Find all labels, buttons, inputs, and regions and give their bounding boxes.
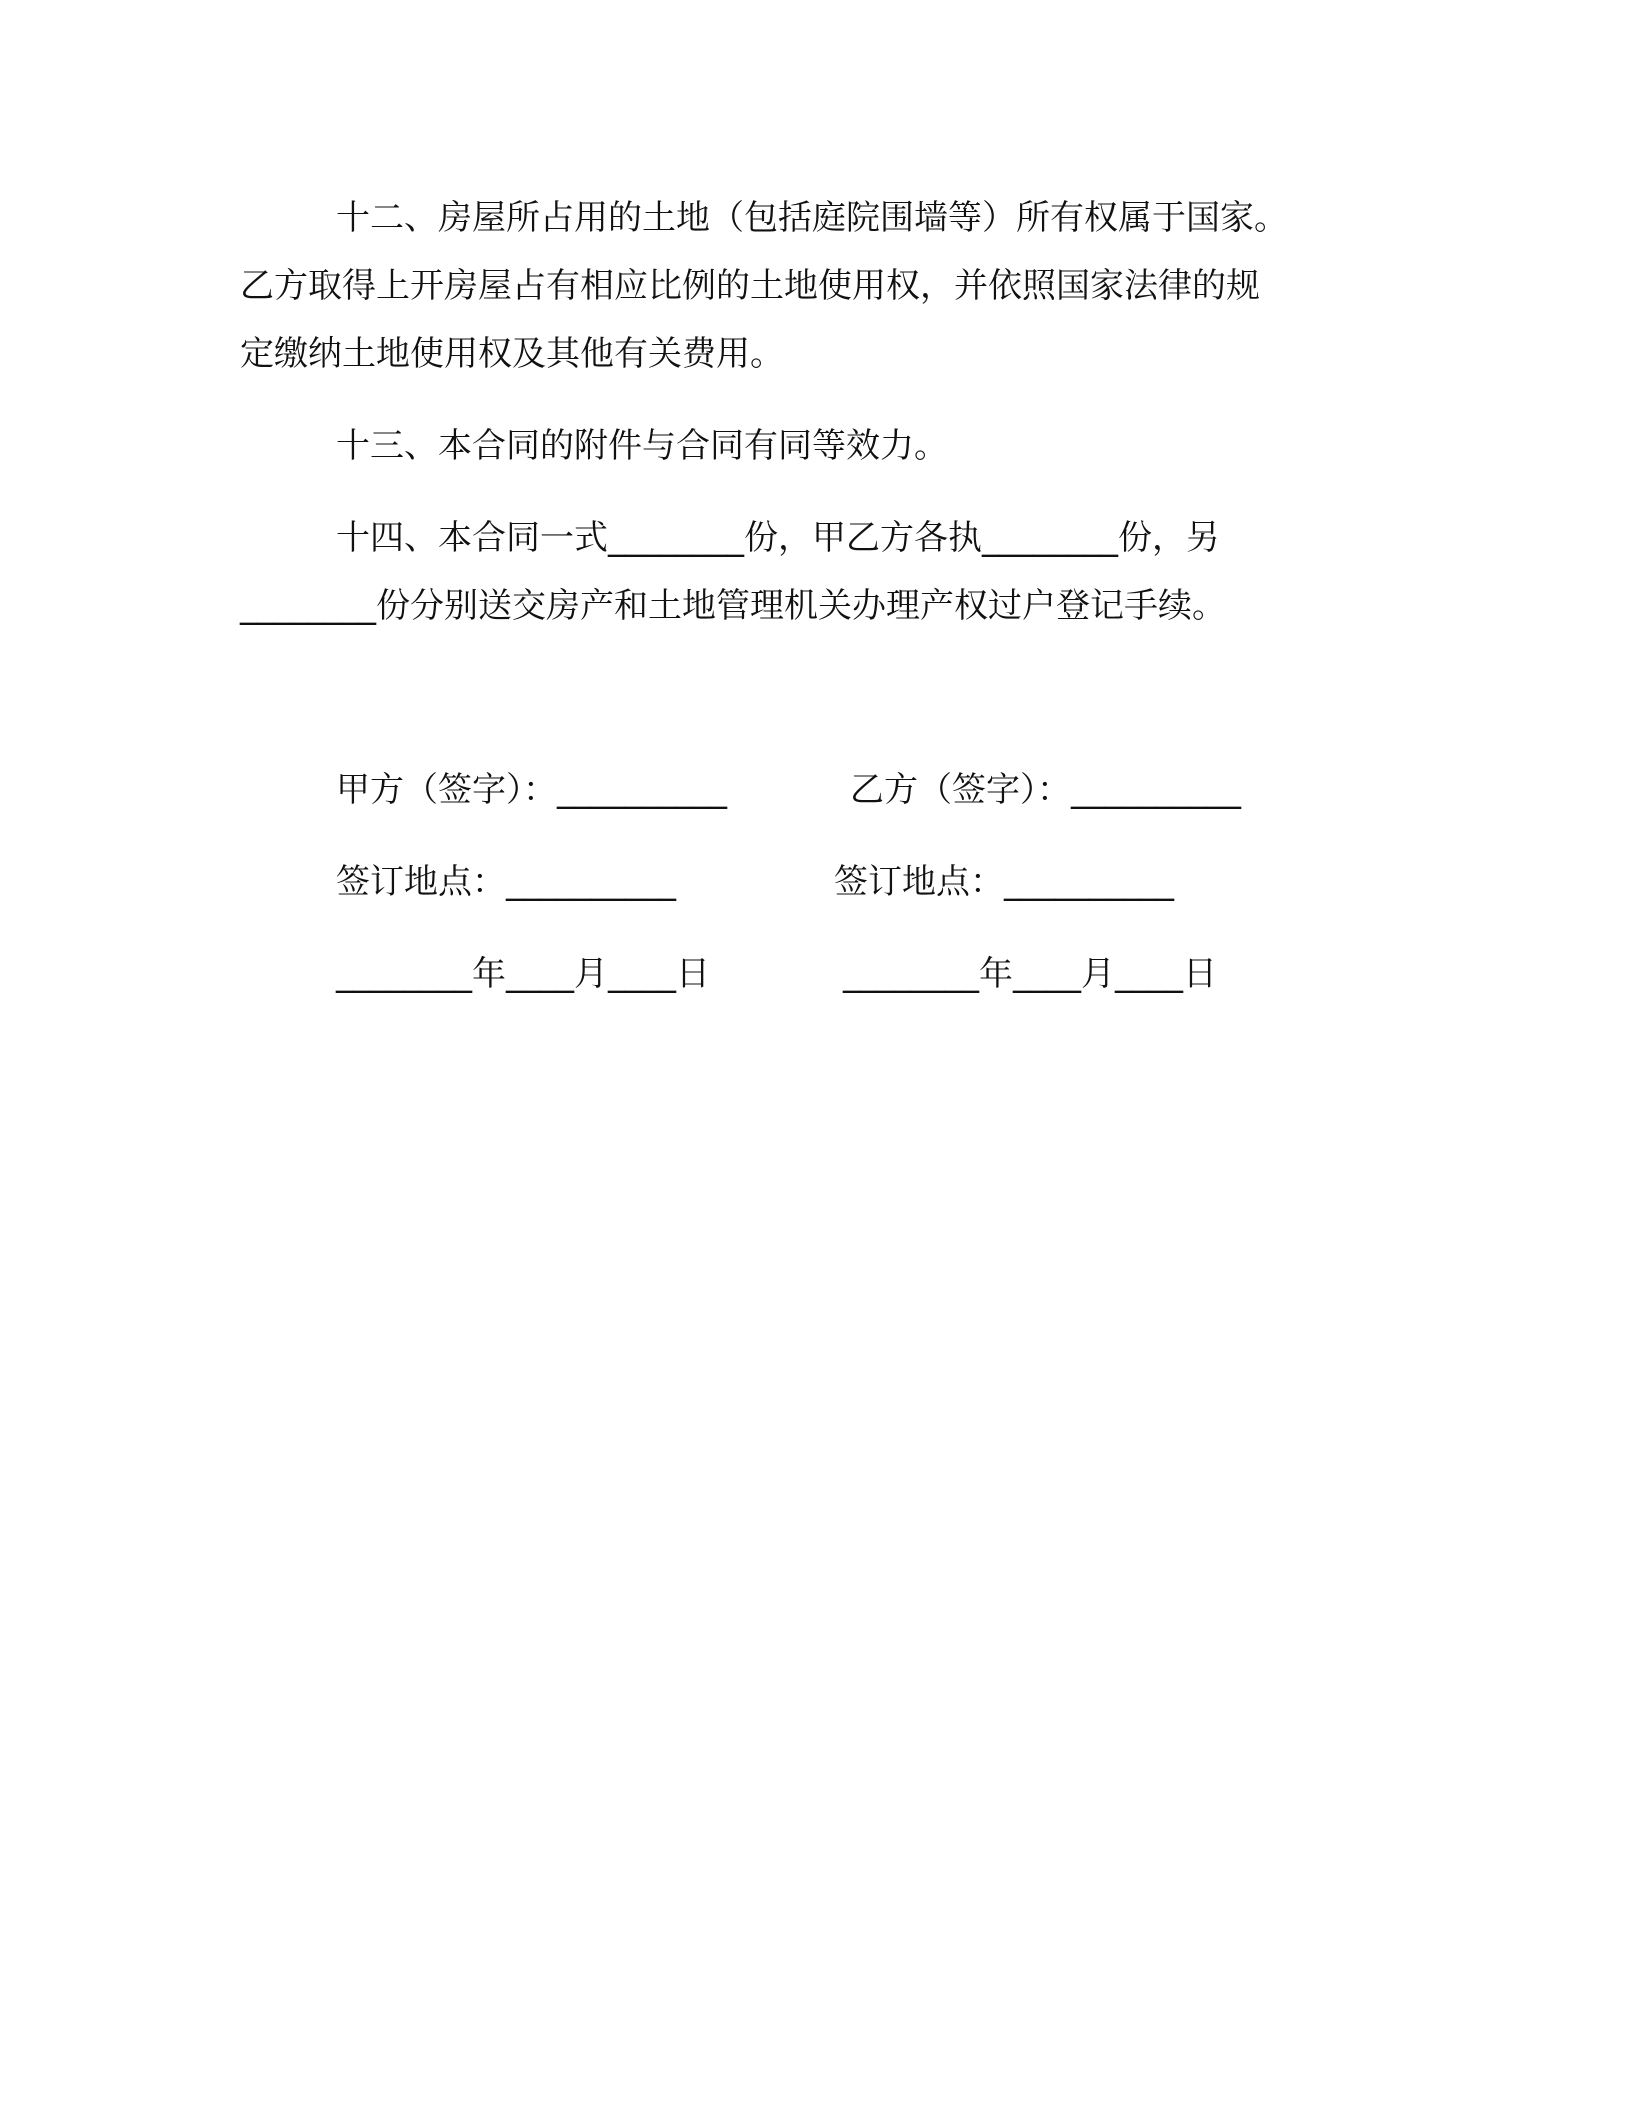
clause-12-line-2: 乙方取得上开房屋占有相应比例的土地使用权，并依照国家法律的规 (240, 266, 1260, 306)
party-b-date: ________年____月____日 (843, 954, 1217, 994)
party-a-signature: 甲方（签字）：__________ (336, 770, 727, 810)
clause-12-line-3: 定缴纳土地使用权及其他有关费用。 (240, 334, 784, 374)
clause-14-line-1: 十四、本合同一式________份，甲乙方各执________份，另 (336, 518, 1220, 558)
clause-12 (240, 184, 1380, 388)
party-b-signature: 乙方（签字）：__________ (850, 770, 1241, 810)
date-row (0, 944, 1632, 1004)
clause-14-line-2: ________份分别送交房产和土地管理机关办理产权过户登记手续。 (240, 586, 1226, 626)
clause-13-line-1: 十三、本合同的附件与合同有同等效力。 (336, 426, 948, 466)
party-a-date: ________年____月____日 (336, 954, 710, 994)
signing-place-row (0, 852, 1632, 912)
signature-row (0, 760, 1632, 820)
clause-13 (240, 412, 1380, 480)
party-b-signing-place: 签订地点：__________ (834, 862, 1174, 902)
party-a-signing-place: 签订地点：__________ (336, 862, 676, 902)
clause-12-line-1: 十二、房屋所占用的土地（包括庭院围墙等）所有权属于国家。 (336, 198, 1288, 238)
clause-14 (240, 504, 1380, 640)
